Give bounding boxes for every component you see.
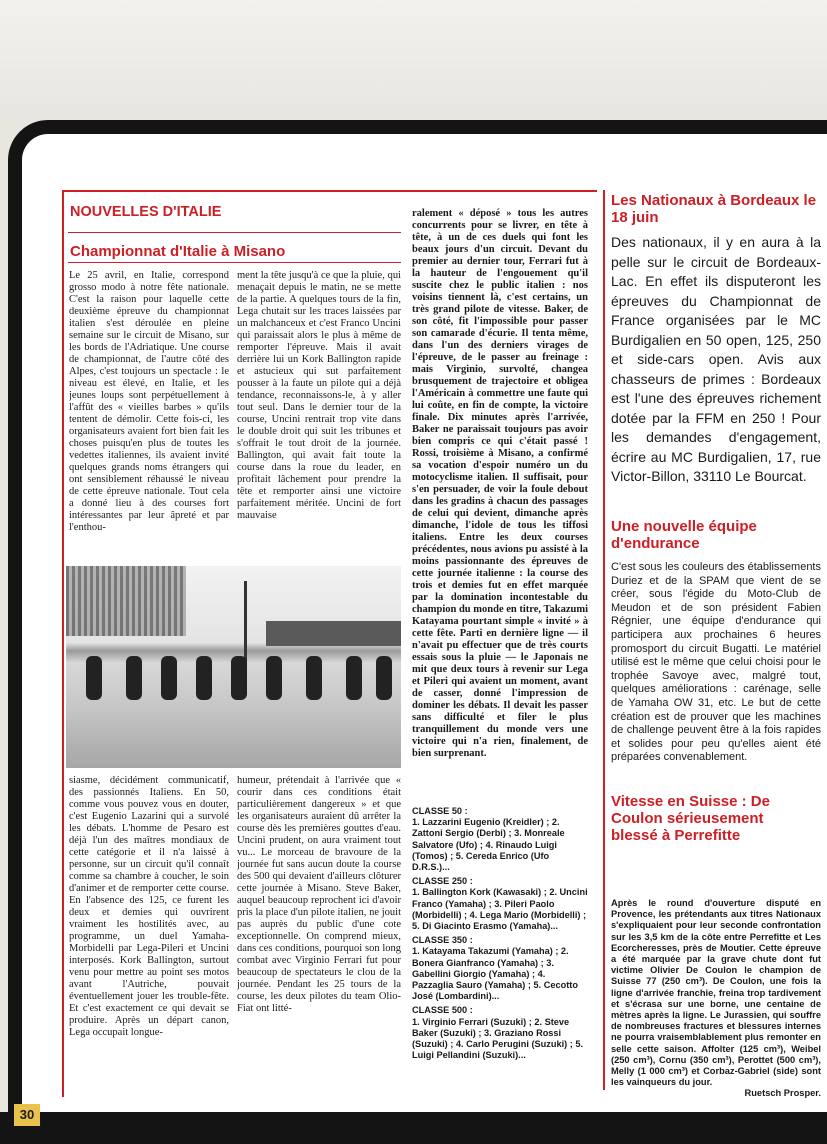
article-column-5: humeur, prétendait à l'arrivée que « courir dans ces conditions était particulièrement dangereux » et que les organisateurs auraient dû arrêter la course dès les premières gouttes d'eau. Uncini prudent, on aura vraiment tout vu... Le morceau de bravoure de la journée fut sans aucun doute la course des 500 qui devaient d'ailleurs clôturer cette journée à Misano. Steve Baker, auquel beaucoup reprochent ici d'avoir pris la place d'un pilote italien, ne jouit pas auprès du public d'une cote exceptionnelle. On comprend mieux, dans ces conditions, pourquoi son long combat avec Virginio Ferrari fut pour beaucoup de spectateurs le clou de la journée. Pendant les 25 tours de la course, les deux pilotes du team Olio-Fiat ont litté- [237,775,401,1014]
results-class-label: CLASSE 500 : [412,1005,473,1016]
photo-motorcycle [231,656,247,700]
sidebar-article-3-title: Vitesse en Suisse : De Coulon sérieusement blessé à Perrefitte [611,793,770,844]
results-class-label: CLASSE 50 : [412,806,468,816]
photo-motorcycle [346,656,362,700]
sidebar-divider [603,190,605,1090]
article-title: Championnat d'Italie à Misano [70,243,286,260]
results-class-label: CLASSE 350 : [412,935,473,946]
page-background-top [0,0,827,118]
photo-motorcycle [126,656,142,700]
article-column-3: ralement « déposé » tous les autres concurrents pour se livrer, en tête à tête, à un de ces duels qui font les beaux jours d'un circuit. Devant du premier au dernier tour, Ferrari fut à la hauteur de l'engouement qu'il suscite chez le public italien : nos voisins tiennent là, c'est certains, un très grand pilote de vitesse. Baker, de son côté, fit l'impossible pour passer son camarade d'écurie. Il tenta même, dans l'un des derniers virages de l'épreuve, de le passer au freinage : mais Virginio, survolté, changea brusquement de trajectoire et obligea l'Américain à commettre une faute qui lui coûte, en fin de compte, la victoire finale. Dix minutes après l'arrivée, Baker ne paraissait toujours pas avoir bien compris ce qui c'était passé ! Rossi, troisième à Misano, a confirmé sa vocation d'espoir numéro un du motocyclisme italien. Il suffisait, pour s'en persuader, de voir la foule debout dans les gradins à chacun des passages de celui qui devient, dimanche après dimanche, l'idole de tous les tiffosi italiens. Entre les deux courses précédentes, nous avions pu assisté à la moins passionnante des épreuves de cette journée italienne : la course des trois et demies fut en effet marquée par la domination incontestable du champion du monde en titre, Takazumi Katayama pourtant simple « invité » à cette fête. Parti en dernière ligne — il n'avait pu effectuer que de très courts essais sous la pluie — le Japonais ne mit que deux tours à revenir sur Lega et Pileri qui avaient un moment, avant de casser, donné l'impression de dominer les débats. Il devait les passer sans difficulté et filer le plus tranquillement du monde vers une victoire qui n'a rien, finalement, de bien surprenant. [412,208,588,759]
results-class-text: 1. Ballington Kork (Kawasaki) ; 2. Uncini Franco (Yamaha) ; 3. Pileri Paolo (Morbidelli) ; 4. Lega Mario (Morbidelli) ; 5. Di Giacinto Erasmo (Yamaha)... [412,887,588,932]
results-class-label: CLASSE 250 : [412,876,473,887]
article-column-4: siasme, décidément communicatif, des passionnés Italiens. En 50, comme vous pouvez vous en douter, c'est Eugenio Lazarini qui a survolé les débats. L'homme de Pesaro est déjà l'un des maîtres mondiaux de cette catégorie et il n'a laissé à personne, sur un circuit qu'il connaît comme sa chambre à coucher, le soin d'animer et de remporter cette course. En l'absence des 125, ce furent les deux et demies qui ouvrirent vraiment les hostilités avec, au programme, un duel Yamaha-Morbidelli par Lega-Pileri et Uncini interposés. Kork Ballington, surtout venu pour mettre au point ses motos avant l'Autriche, pouvait éventuellement jouer les trouble-fête. Et c'est exactement ce qui devait se produire. Après un départ canon, Lega occupait longue- [69,775,229,1038]
photo-motorcycle [266,656,282,700]
sidebar-article-3-signature: Ruetsch Prosper. [744,1088,821,1098]
photo-pole [244,581,247,661]
photo-crowd [66,566,186,636]
page-number: 30 [14,1104,40,1126]
sidebar-article-1-body: Des nationaux, il y en aura à la pelle sur le circuit de Bordeaux-Lac. En effet ils disputeront les épreuves du Championnat de France organisées par le MC Burdigalien en 50 open, 125, 250 et side-cars open. Avis aux chasseurs de primes : Bordeaux est l'une des épreuves richement dotée par la FFM en 250 ! Pour les demandes d'engagement, écrire au MC Burdigalien, 17, rue Victor-Billon, 33110 Le Bourcat. [611,234,821,484]
section-rule [68,232,401,233]
article-column-2: ment la tête jusqu'à ce que la pluie, qui menaçait depuis le matin, ne se mette de la partie. A quelques tours de la fin, Lega chutait sur les traces laissées par un malchanceux et c'est Franco Uncini qui paraissait alors le plus à même de remporter l'épreuve. Mais il avait derrière lui un Kork Ballington rapide et astucieux qui sut parfaitement pousser à la faute un pilote qui a déjà tendance, reconnaissons-le, à y aller tout seul. Dans le dernier tour de la course, Uncini rentrait trop vite dans le double droit qui suit les tribunes et s'offrait le tout droit de la journée. Ballington, qui avait fait toute la course dans la roue du leader, en profitait lâchement pour prendre la tête et remporter ainsi une victoire parfaitement méritée. Uncini de fort mauvaise [237,270,401,521]
photo-motorcycle [306,656,322,700]
sidebar-article-2-body: C'est sous les couleurs des établissements Duriez et de la SPAM que vient de se créer, sous l'égide du Moto-Club de Meudon et de son président Fabien Régnier, une équipe d'endurance qui participera aux prochaines 6 heures promosport du circuit Bugatti. Le matériel utilisé est le même que celui choisi pour le trophée Savoye avec, malgré tout, quelques améliorations : carénage, selle de Yamaha OW 31, etc. Le but de cette création est de prouver que les machines de challenge peuvent être à la fois rapides et solides pour peu qu'elles aient été préparées convenablement. [611,561,821,764]
photo-motorcycle [161,656,177,700]
section-title: NOUVELLES D'ITALIE [70,204,222,220]
results-list [412,803,588,1093]
photo-motorcycle [376,656,392,700]
results-class-text: 1. Virginio Ferrari (Suzuki) ; 2. Steve Baker (Suzuki) ; 3. Graziano Rossi (Suzuki) ; 4. Carlo Perugini (Suzuki) ; 5. Luigi Pellandini (Suzuki)... [412,1016,584,1061]
photo-grandstand [266,621,401,646]
results-class-text: 1. Lazzarini Eugenio (Kreidler) ; 2. Zattoni Sergio (Derbi) ; 3. Monreale Salvatore (Ufo) ; 4. Rinaudo Luigi (Tomos) ; 5. Cereda Enrico (Ufo D.R.S.)... [412,817,565,873]
race-photo [66,566,401,768]
results-class-text: 1. Katayama Takazumi (Yamaha) ; 2. Bonera Gianfranco (Yamaha) ; 3. Gabellini Giorgio (Yamaha) ; 4. Pazzaglia Sauro (Yamaha) ; 5. Cecotto José (Lombardini)... [412,946,578,1002]
sidebar-article-3-body [611,898,821,1098]
article-column-1: Le 25 avril, en Italie, correspond grosso modo à notre fête nationale. C'est la raison pour laquelle cette deuxième épreuve du championnat italien s'est déroulée en pleine semaine sur le circuit de Misano, sur les bords de l'Adriatique. Une course de championnat, de l'autre côté des Alpes, c'est toujours un spectacle : le niveau est élevé, en Italie, et les jeunes loups sont perpétuellement à l'affût des « vieilles barbes » qu'ils tentent de démolir. Cette fois-ci, les organisateurs avaient fort bien fait les choses puisqu'en plus de toutes les vedettes italiennes, ils avaient invité quelques grands noms étrangers qui ont sensiblement réhaussé le niveau de cette épreuve nationale. Tout cela a donné lieu à des courses fort intéressantes par leur âpreté et par l'enthou- [69,270,229,533]
photo-motorcycle [86,656,102,700]
article-rule [68,262,401,263]
photo-motorcycle [196,656,212,700]
sidebar-article-1-title: Les Nationaux à Bordeaux le 18 juin [611,192,817,226]
page-bottom-bar [0,1112,827,1144]
sidebar-article-2-title: Une nouvelle équipe d'endurance [611,518,757,552]
sidebar-article-3-text: Après le round d'ouverture disputé en Provence, les prétendants aux titres Nationaux s'expliquaient pour leur seconde confrontation sur les 3,5 km de la côte entre Perrefitte et Les Ecorcheresses, près de Moutier. Cette épreuve a été marquée par la grave chute dont fut victime Olivier De Coulon le champion de Suisse 77 (250 cm³). De Coulon, une fois la ligne d'arrivée franchie, freina trop tardivement et s'écrasa sur une borne, une centaine de mètres après la ligne. Le Jurassien, qui souffre de nombreuses fractures et blessures internes ne pourra vraisemblablement plus remonter en selle cette saison. Affolter (125 cm³), Weibel (250 cm³), Cornu (350 cm³), Perottet (500 cm³), Melly (1 000 cm³) et Corbaz-Gabriel (side) sont les vainqueurs du jour. [611,898,821,1088]
